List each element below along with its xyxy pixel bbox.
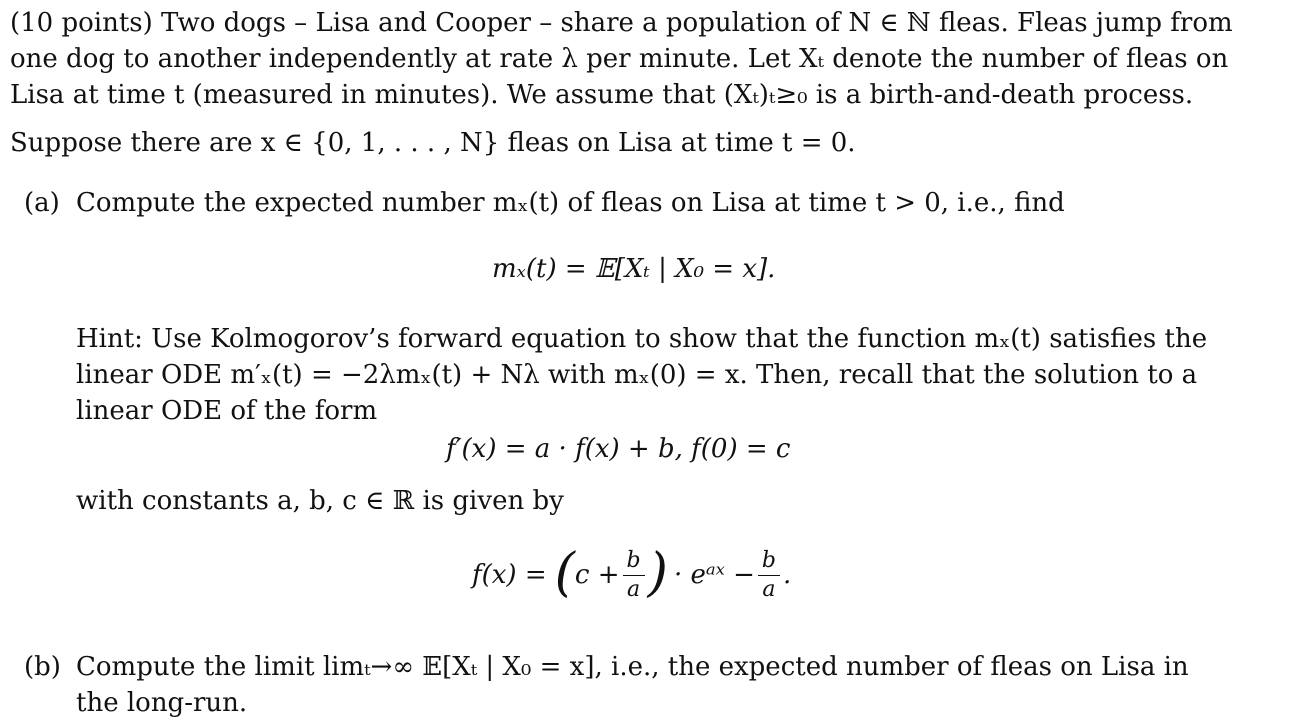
fraction-1-denominator: a (627, 576, 641, 602)
fraction-2-denominator: a (762, 576, 776, 602)
solution-right-paren: ) (647, 543, 668, 603)
hint-line-1: Hint: Use Kolmogorov’s forward equation to show that the function mₓ(t) satisfies the (76, 324, 1208, 354)
display-equation-expectation: mₓ(t) = 𝔼[Xₜ | X₀ = x]. (492, 254, 776, 284)
hint-line-2: linear ODE m′ₓ(t) = −2λmₓ(t) + Nλ with mₓ(0) = x. Then, recall that the solution to a (76, 360, 1198, 390)
solution-left-paren: ( (554, 543, 575, 603)
intro-line-3: Lisa at time t (measured in minutes). We assume that (Xₜ)ₜ≥₀ is a birth-and-death process. (10, 80, 1194, 110)
part-b-line-1: Compute the limit limₜ→∞ 𝔼[Xₜ | X₀ = x], i.e., the expected number of fleas on Lisa in (76, 652, 1189, 682)
fraction-2-numerator: b (758, 550, 780, 576)
part-b-label: (b) (24, 652, 61, 682)
solution-fraction-1 (623, 547, 645, 602)
constants-line: with constants a, b, c ∈ ℝ is given by (76, 486, 564, 516)
ode-equation: f′(x) = a · f(x) + b, f(0) = c (446, 434, 791, 464)
hint-line-3: linear ODE of the form (76, 396, 378, 426)
fraction-1-numerator: b (623, 550, 645, 576)
part-a-text: Compute the expected number mₓ(t) of fleas on Lisa at time t > 0, i.e., find (76, 188, 1065, 218)
solution-equation (472, 540, 791, 610)
solution-exp-term: · eᵃˣ − (673, 560, 755, 590)
solution-lhs: f(x) = (472, 560, 547, 590)
setup-line: Suppose there are x ∈ {0, 1, . . . , N} fleas on Lisa at time t = 0. (10, 128, 856, 158)
solution-c-plus: c + (574, 560, 620, 590)
part-b-line-2: the long-run. (76, 688, 248, 718)
part-a-label: (a) (24, 188, 60, 218)
solution-fraction-2 (758, 547, 780, 602)
intro-line-1: (10 points) Two dogs – Lisa and Cooper – share a population of N ∈ ℕ fleas. Fleas jump from (10, 8, 1233, 38)
solution-end: . (783, 560, 792, 590)
intro-line-2: one dog to another independently at rate λ per minute. Let Xₜ denote the number of fleas on (10, 44, 1229, 74)
